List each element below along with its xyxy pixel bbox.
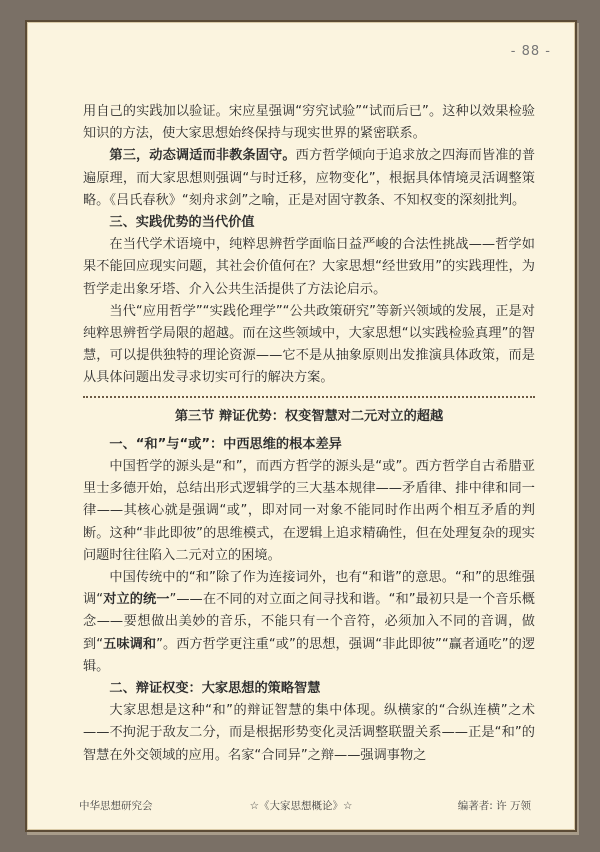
footer-author: 编著者: 许 万领 [457,800,531,812]
subheading-dialectic: 二、辩证权变：大家思想的策略智慧 [109,681,321,697]
paragraph-1: 用自己的实践加以验证。宋应星强调“穷究试验”“试而后已”。这种以效果检验知识的方法，使大家思想始终保持与现实世界的紧密联系。 [83,104,535,142]
paragraph-2-lead: 第三，动态调适而非教条固守。 [109,148,296,164]
page-content [83,101,535,767]
paragraph-5: 中国哲学的源头是“和”，而西方哲学的源头是“或”。西方哲学自古希腊亚里士多德开始，总结出形式逻辑学的三大基本规律——矛盾律、排中律和同一律——其核心就是强调“或”，即对同一对象不能同时作出两个相互矛盾的判断。这种“非此即彼”的思维模式，在逻辑上追求精确性，但在处理复杂的现实问题时往往陷入二元对立的困境。 [83,459,535,563]
paragraph-6-part-d: ”。西方哲学更注重“或”的思想，强调“非此即彼”“赢者通吃”的逻辑。 [83,636,536,674]
paragraph-4: 当代“应用哲学”“实践伦理学”“公共政策研究”等新兴领域的发展，正是对纯粹思辨哲学局限的超越。而在这些领域中，大家思想“以实践检验真理”的智慧，可以提供独特的理论资源——它不是从抽象原则出发推演具体政策，而是从具体问题出发寻求切实可行的解决方案。 [83,303,535,386]
document-page [25,20,577,832]
paragraph-6-emphasis-2: 五味调和 [103,636,157,652]
paragraph-2-body: 西方哲学倾向于追求放之四海而皆准的普遍原理，而大家思想则强调“与时迁移，应物变化”，根据具体情境灵活调整策略。《吕氏春秋》“刻舟求剑”之喻，正是对固守教条、不知权变的深刻批判。 [83,148,536,208]
paragraph-6-part-c: ”——在不同的对立面之间寻找和谐。“和”最初只是一个音乐概念——要想做出美妙的音乐，不能只有一个音符，必须加入不同的音调，做到“ [83,592,535,652]
paragraph-3: 在当代学术语境中，纯粹思辨哲学面临日益严峻的合法性挑战——哲学如果不能回应现实问题，其社会价值何在？大家思想“经世致用”的实践理性，为哲学走出象牙塔、介入公共生活提供了方法论启示。 [83,237,535,297]
subheading-he-huo: 一、“和”与“或”：中西思维的根本差异 [109,436,342,452]
section-title: 第三节 辩证优势：权变智慧对二元对立的超越 [174,408,444,424]
footer-organization: 中华思想研究会 [79,800,153,812]
paragraph-7: 大家思想是这种“和”的辩证智慧的集中体现。纵横家的“合纵连横”之术——不拘泥于敌友二分，而是根据形势变化灵活调整联盟关系——正是“和”的智慧在外交领域的应用。名家“合同异”之辩——强调事物之 [83,703,535,763]
paragraph-6-part-a: 中国传统中的“和”除了作为连接词外，也有“和谐”的意思。“和”的思维强调“ [83,570,535,608]
paragraph-2 [83,145,535,212]
paragraph-6-emphasis-1: 对立的统一 [103,592,170,608]
subheading-practical-value: 三、实践优势的当代价值 [109,215,255,231]
section-divider [83,396,535,398]
page-number: - 88 - [510,44,551,59]
paragraph-6 [83,567,535,678]
footer-book-title: ☆《大家思想概论》☆ [249,800,353,812]
